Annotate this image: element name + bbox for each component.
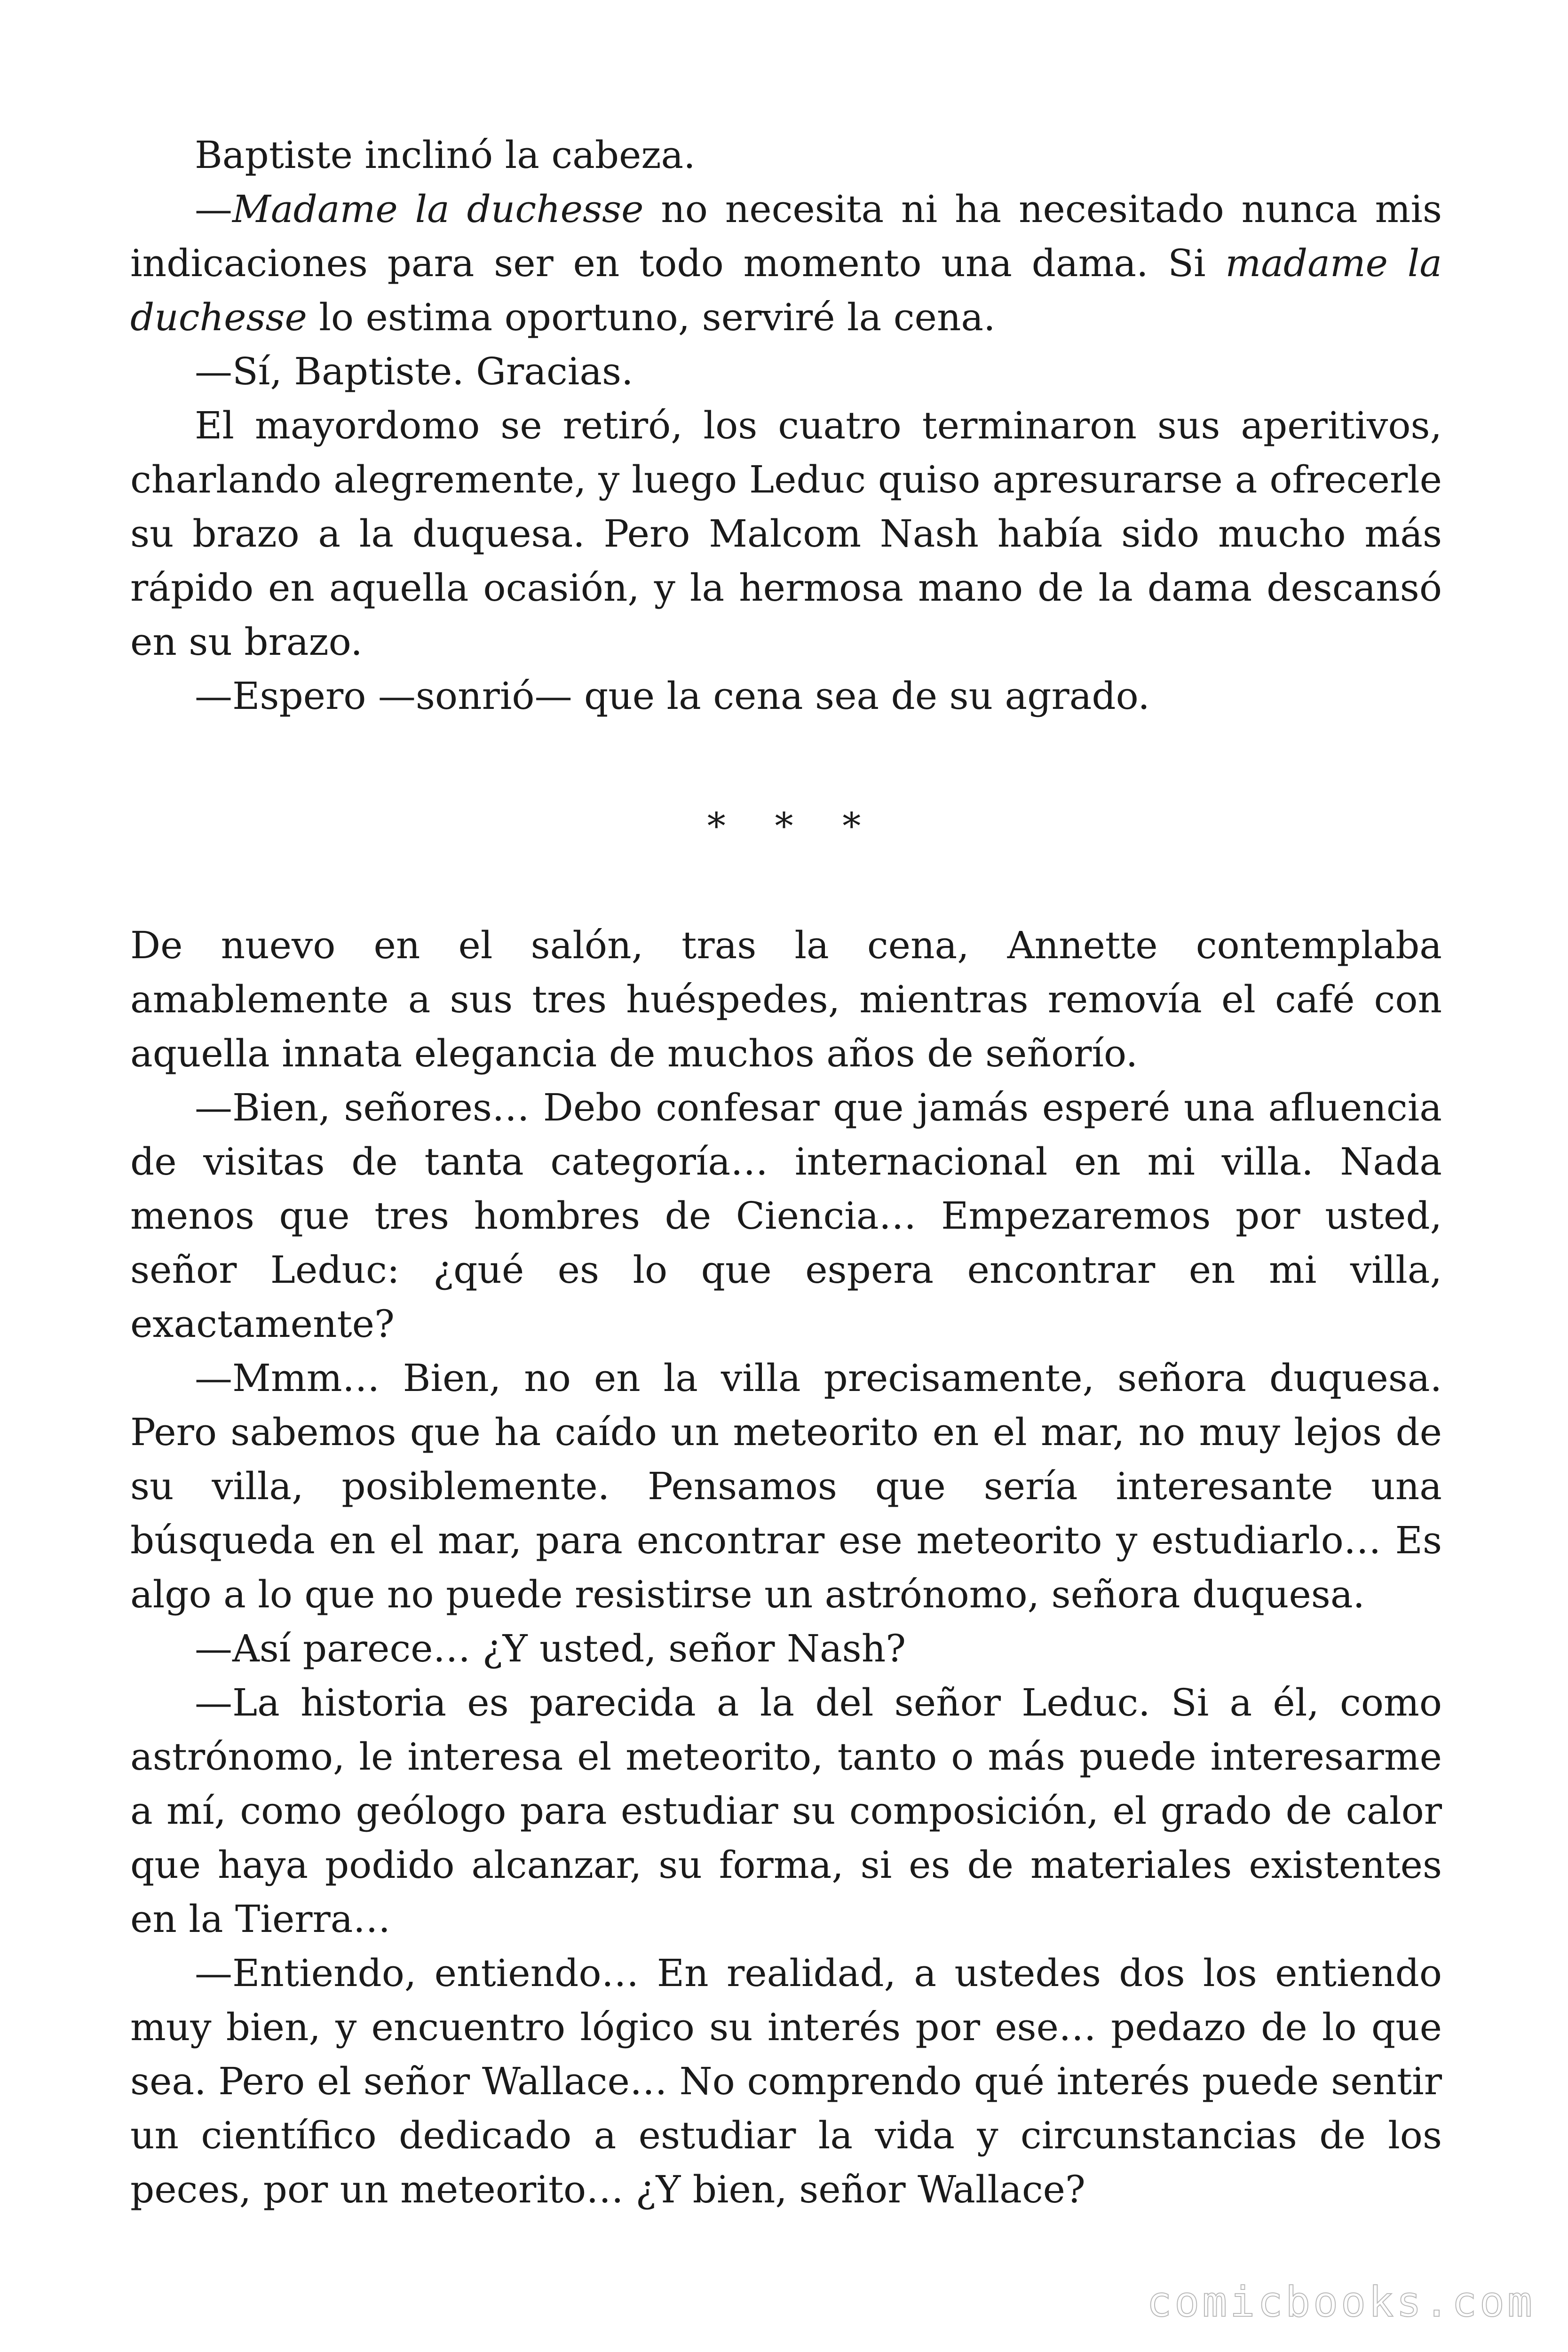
paragraph: El mayordomo se retiró, los cuatro terminaron sus aperitivos, charlando alegremente, y luego Leduc quiso apresurarse a ofrecerle su brazo a la duquesa. Pero Malcom Nash había sido mucho más rápido en aquella ocasión, y la hermosa mano de la dama descansó en su brazo. xyxy=(130,404,1442,664)
watermark: comicbooks.com xyxy=(1147,2278,1535,2326)
paragraph: —Entiendo, entiendo… En realidad, a ustedes dos los entiendo muy bien, y encuentro lógico su interés por ese… pedazo de lo que sea. Pero el señor Wallace… No comprendo qué interés puede sentir un científico dedicado a estudiar la vida y circunstancias de los peces, por un meteorito… ¿Y bien, señor Wallace? xyxy=(130,1951,1442,2211)
paragraph: —Así parece… ¿Y usted, señor Nash? xyxy=(195,1627,906,1670)
text-run: lo estima oportuno, serviré la cena. xyxy=(307,295,996,339)
paragraph: —Mmm… Bien, no en la villa precisamente, señora duquesa. Pero sabemos que ha caído un meteorito en el mar, no muy lejos de su villa, posiblemente. Pensamos que sería interesante una búsqueda en el mar, para encontrar ese meteorito y estudiarlo… Es algo a lo que no puede resistirse un astrónomo, señora duquesa. xyxy=(130,1356,1442,1616)
paragraph: —Espero —sonrió— que la cena sea de su agrado. xyxy=(195,674,1150,718)
paragraph: Baptiste inclinó la cabeza. xyxy=(195,133,696,177)
text-block-bottom xyxy=(130,918,1442,2217)
text-run: no necesita ni ha necesitado nunca mis indicaciones para ser en todo momento una dama. Si xyxy=(130,187,1442,285)
text-block-top xyxy=(130,128,1442,723)
paragraph: De nuevo en el salón, tras la cena, Annette contemplaba amablemente a sus tres huéspedes, mientras removía el café con aquella innata elegancia de muchos años de señorío. xyxy=(130,923,1442,1075)
paragraph xyxy=(130,182,1442,344)
scene-break: * * * xyxy=(707,805,880,848)
italic-phrase: Madame la duchesse xyxy=(232,187,644,231)
dialogue-dash: — xyxy=(195,187,232,231)
italic-phrase: madame la duchesse xyxy=(130,241,1442,339)
paragraph: —La historia es parecida a la del señor Leduc. Si a él, como astrónomo, le interesa el meteorito, tanto o más puede interesarme a mí, como geólogo para estudiar su composición, el grado de calor que haya podido alcanzar, su forma, si es de materiales existentes en la Tierra… xyxy=(130,1681,1442,1941)
paragraph: —Bien, señores… Debo confesar que jamás esperé una afluencia de visitas de tanta categoría… internacional en mi villa. Nada menos que tres hombres de Ciencia… Empezaremos por usted, señor Leduc: ¿qué es lo que espera encontrar en mi villa, exactamente? xyxy=(130,1086,1442,1346)
paragraph: —Sí, Baptiste. Gracias. xyxy=(195,350,634,393)
